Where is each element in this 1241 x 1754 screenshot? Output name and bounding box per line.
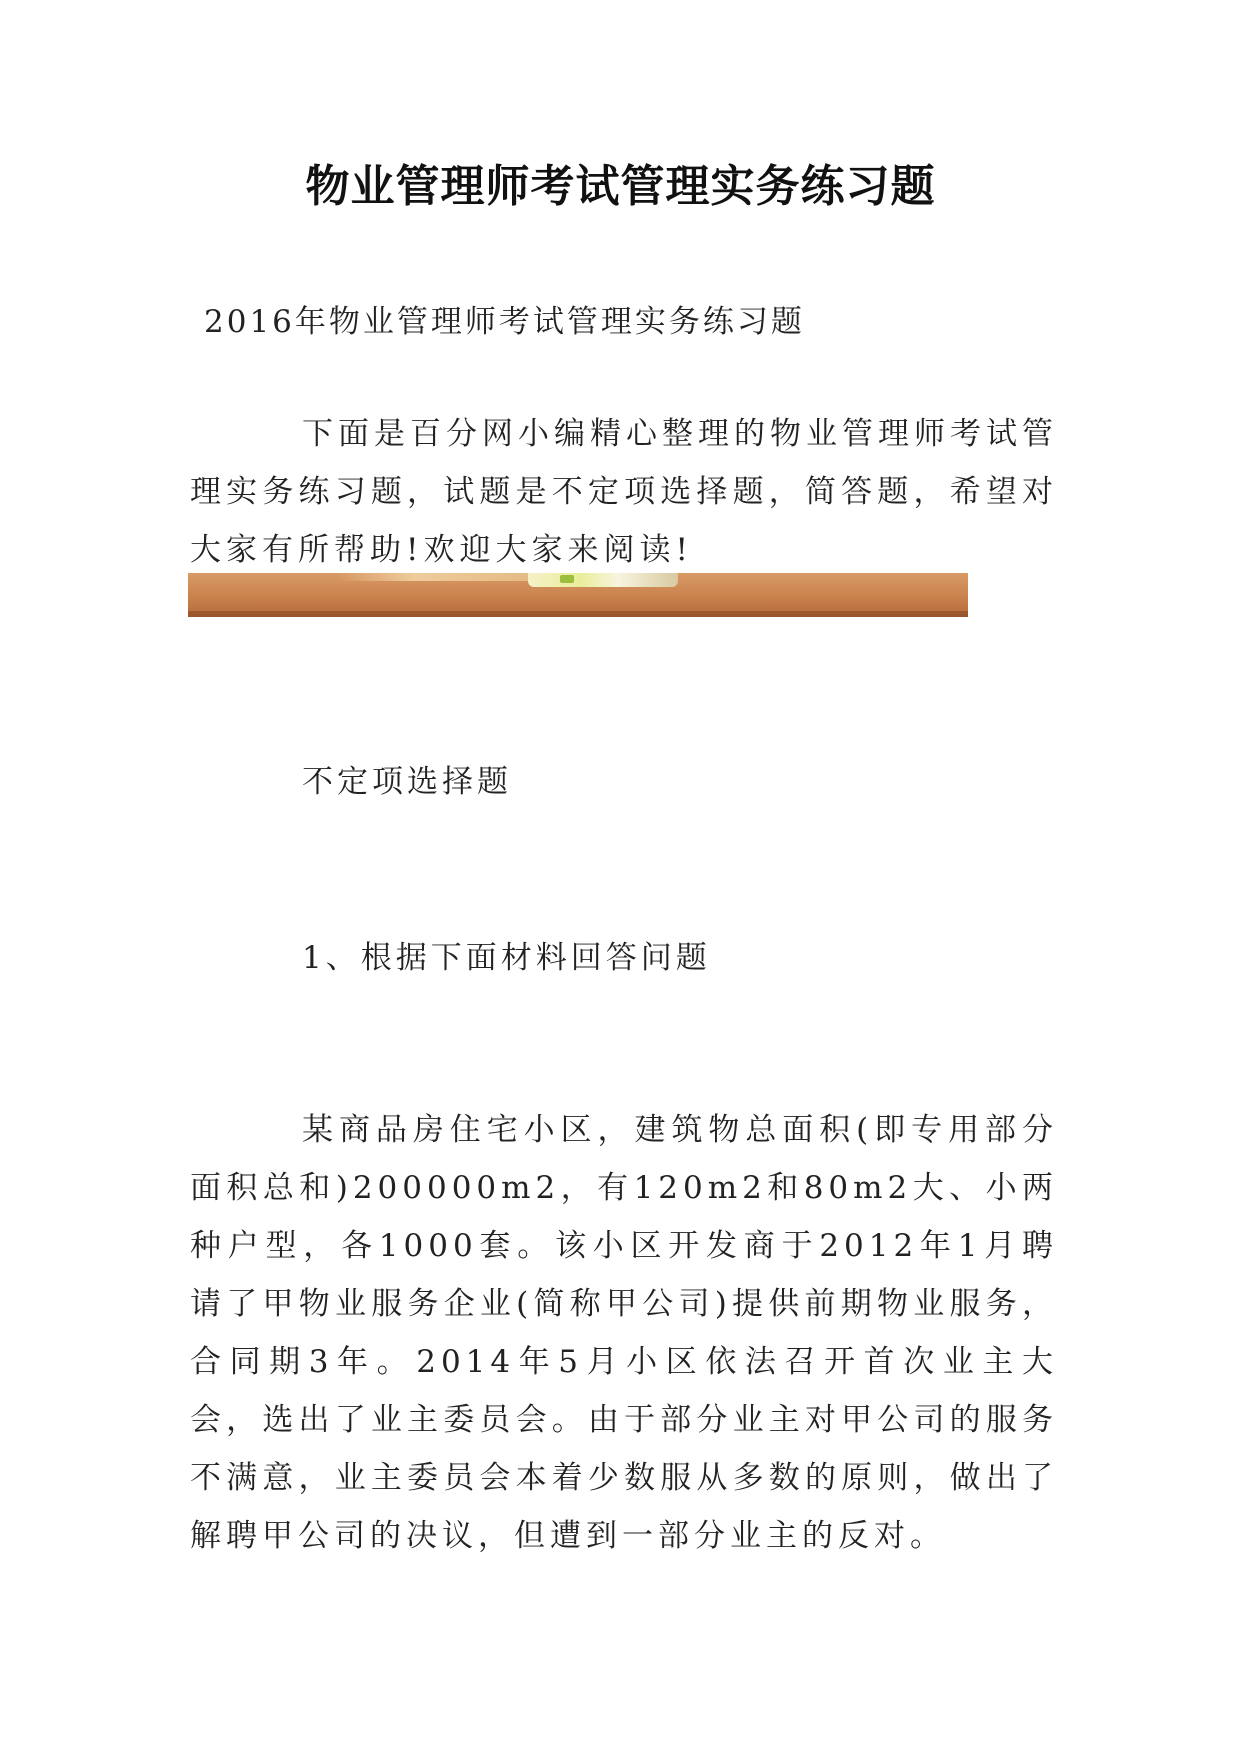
banner-object-mark (560, 575, 574, 583)
document-subtitle: 2016年物业管理师考试管理实务练习题 (204, 304, 805, 340)
banner-shadow (188, 611, 968, 617)
case-paragraph: 某商品房住宅小区，建筑物总面积(即专用部分面积总和)200000m2，有120m2和80m2大、小两种户型，各1000套。该小区开发商于2012年1月聘请了甲物业服务企业(简称甲公司)提供前期物业服务，合同期3年。2014年5月小区依法召开首次业主大会，选出了业主委员会。由于部分业主对甲公司的服务不满意，业主委员会本着少数服从多数的原则，做出了解聘甲公司的决议，但遭到一部分业主的反对。 (190, 1112, 1058, 1554)
intro-paragraph: 下面是百分网小编精心整理的物业管理师考试管理实务练习题，试题是不定项选择题，简答题，希望对大家有所帮助!欢迎大家来阅读! (190, 416, 1058, 568)
question-heading: 1、根据下面材料回答问题 (302, 940, 711, 976)
banner-image (188, 573, 968, 617)
section-heading: 不定项选择题 (302, 764, 512, 800)
document-title: 物业管理师考试管理实务练习题 (305, 161, 936, 212)
banner-highlight (338, 573, 528, 581)
banner-object (528, 573, 678, 587)
